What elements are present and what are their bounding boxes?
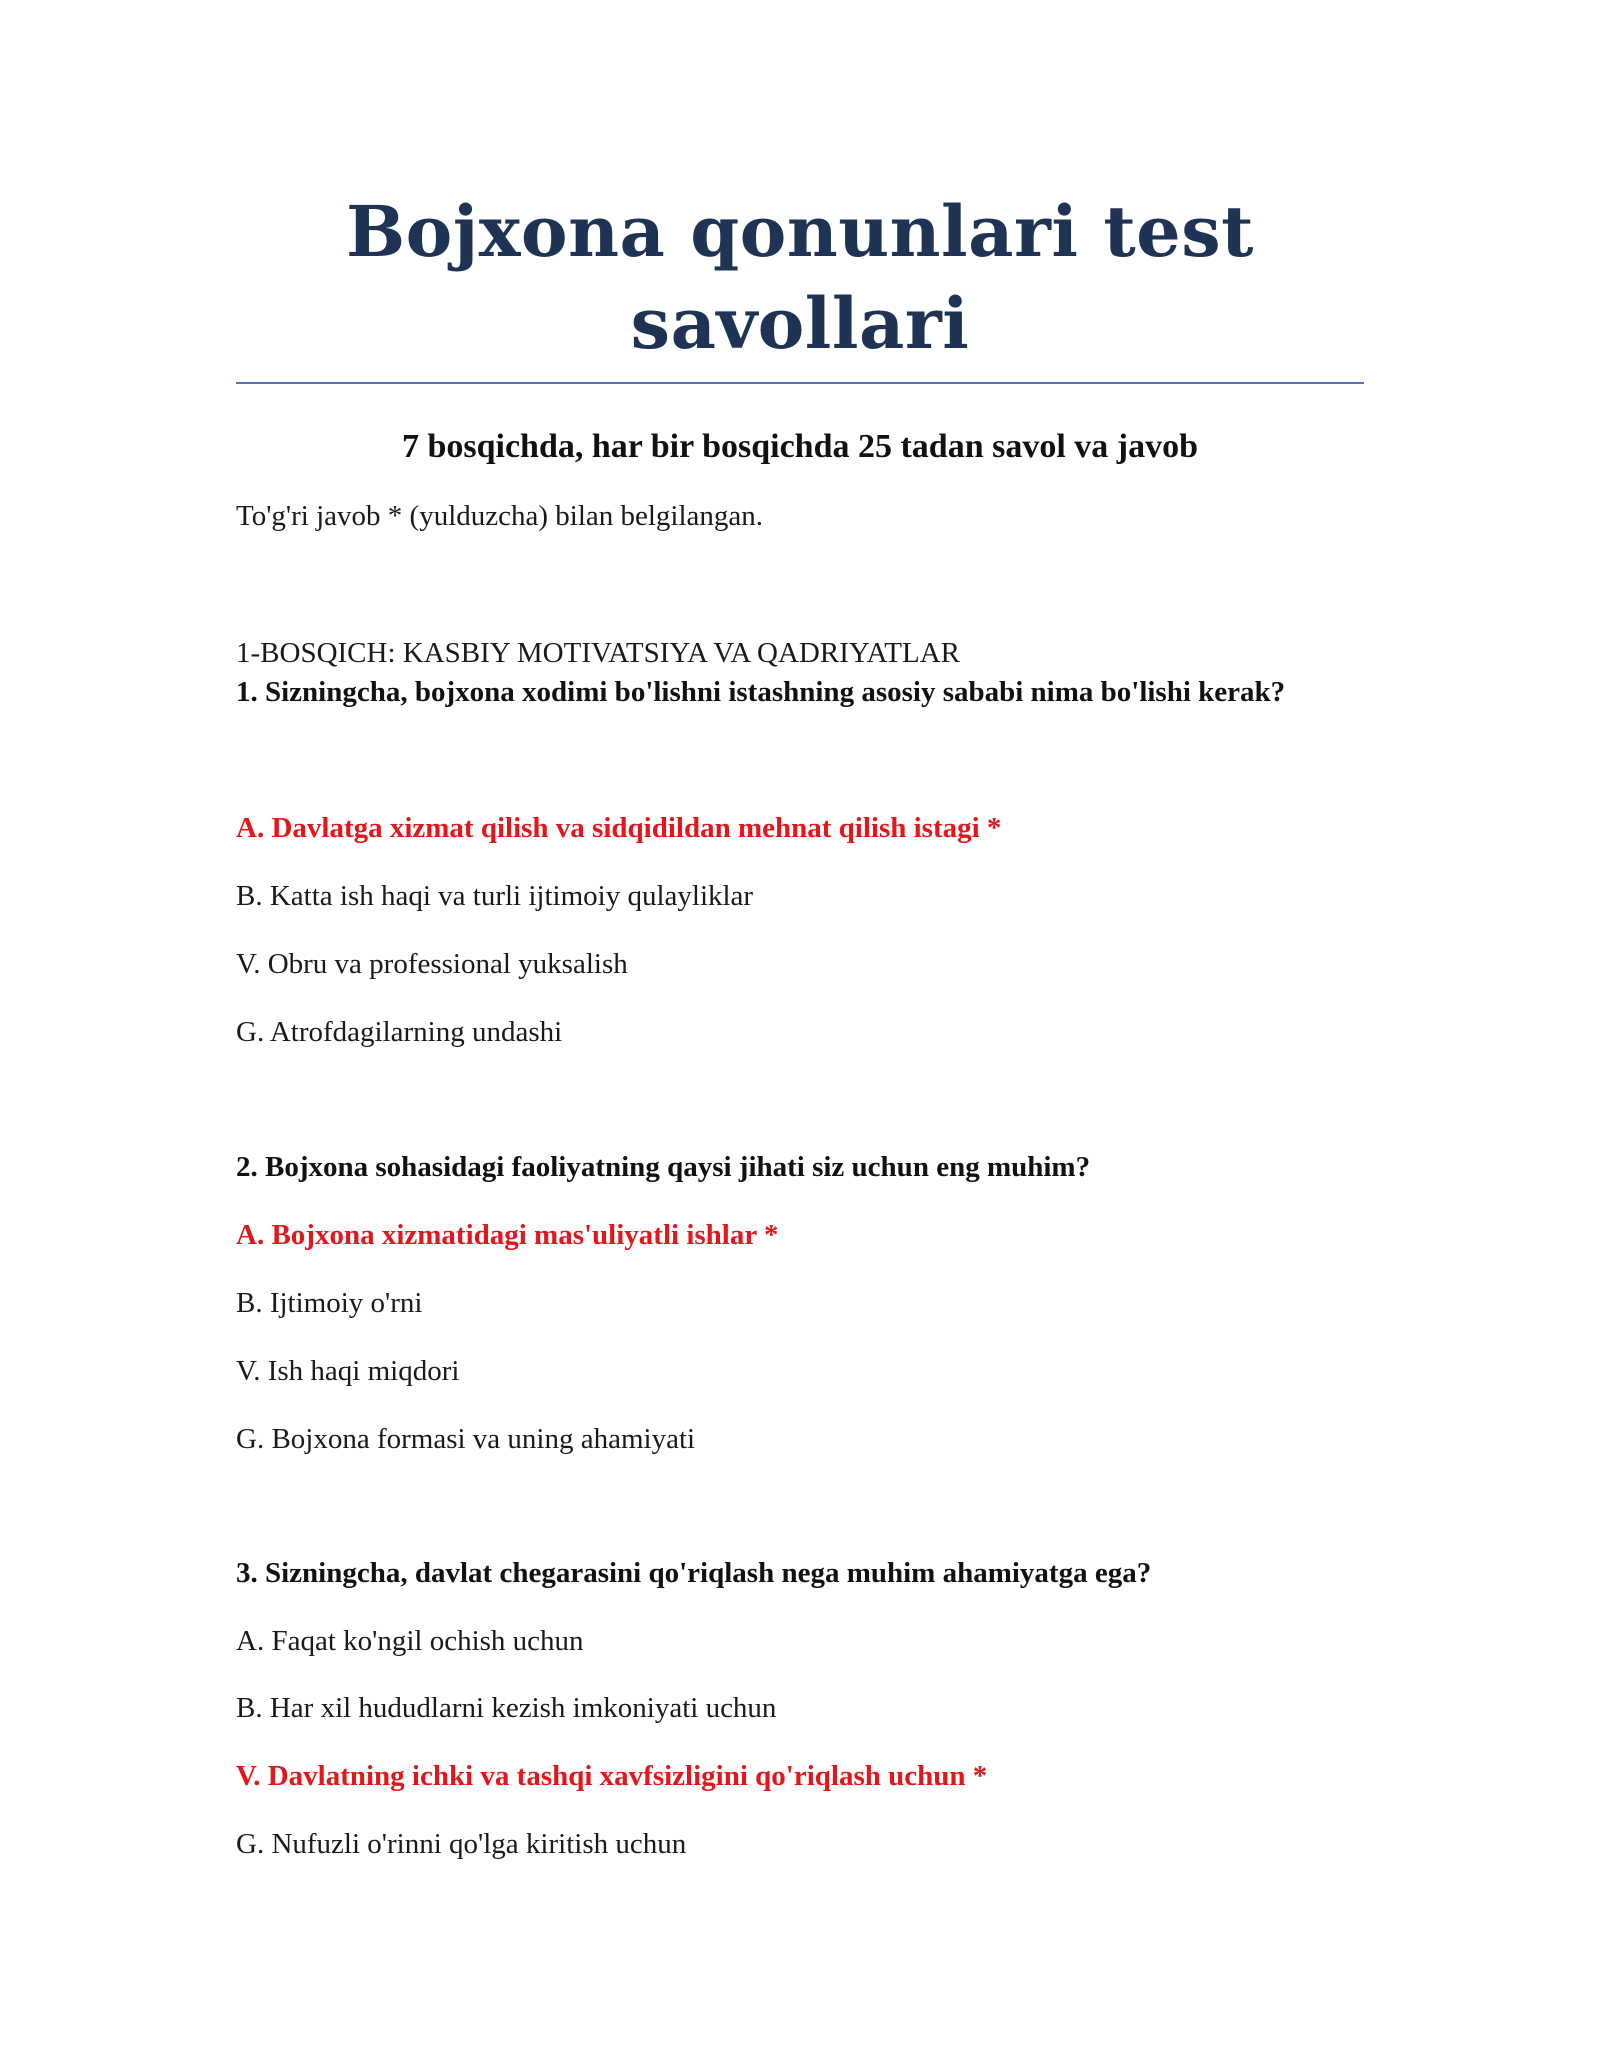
title-divider xyxy=(236,382,1364,384)
answer-option: B. Ijtimoiy o'rni xyxy=(236,1287,423,1319)
document-title-line-2: savollari xyxy=(630,282,970,365)
answer-option: V. Ish haqi miqdori xyxy=(236,1355,460,1387)
answer-key-note: To'g'ri javob * (yulduzcha) bilan belgilangan. xyxy=(236,500,764,532)
answer-option-correct: A. Bojxona xizmatidagi mas'uliyatli ishlar * xyxy=(236,1219,779,1251)
answer-option: G. Bojxona formasi va uning ahamiyati xyxy=(236,1423,696,1455)
answer-option: G. Atrofdagilarning undashi xyxy=(236,1016,563,1048)
document-title xyxy=(236,186,1364,370)
section-heading: 1-BOSQICH: KASBIY MOTIVATSIYA VA QADRIYATLAR xyxy=(236,637,961,669)
question-text: 1. Sizningcha, bojxona xodimi bo'lishni istashning asosiy sababi nima bo'lishi kerak? xyxy=(236,676,1286,708)
answer-option: A. Faqat ko'ngil ochish uchun xyxy=(236,1625,584,1657)
answer-option: V. Obru va professional yuksalish xyxy=(236,948,628,980)
question-text: 2. Bojxona sohasidagi faoliyatning qaysi jihati siz uchun eng muhim? xyxy=(236,1151,1091,1183)
answer-option: B. Katta ish haqi va turli ijtimoiy qulayliklar xyxy=(236,880,754,912)
answer-option-correct: A. Davlatga xizmat qilish va sidqidildan mehnat qilish istagi * xyxy=(236,812,1002,844)
answer-option: G. Nufuzli o'rinni qo'lga kiritish uchun xyxy=(236,1828,687,1860)
document-subtitle: 7 bosqichda, har bir bosqichda 25 tadan savol va javob xyxy=(401,428,1199,465)
answer-option: B. Har xil hududlarni kezish imkoniyati uchun xyxy=(236,1692,777,1724)
document-title-line-1: Bojxona qonunlari test xyxy=(346,190,1254,273)
question-text: 3. Sizningcha, davlat chegarasini qo'riqlash nega muhim ahamiyatga ega? xyxy=(236,1557,1152,1589)
answer-option-correct: V. Davlatning ichki va tashqi xavfsizligini qo'riqlash uchun * xyxy=(236,1760,988,1792)
